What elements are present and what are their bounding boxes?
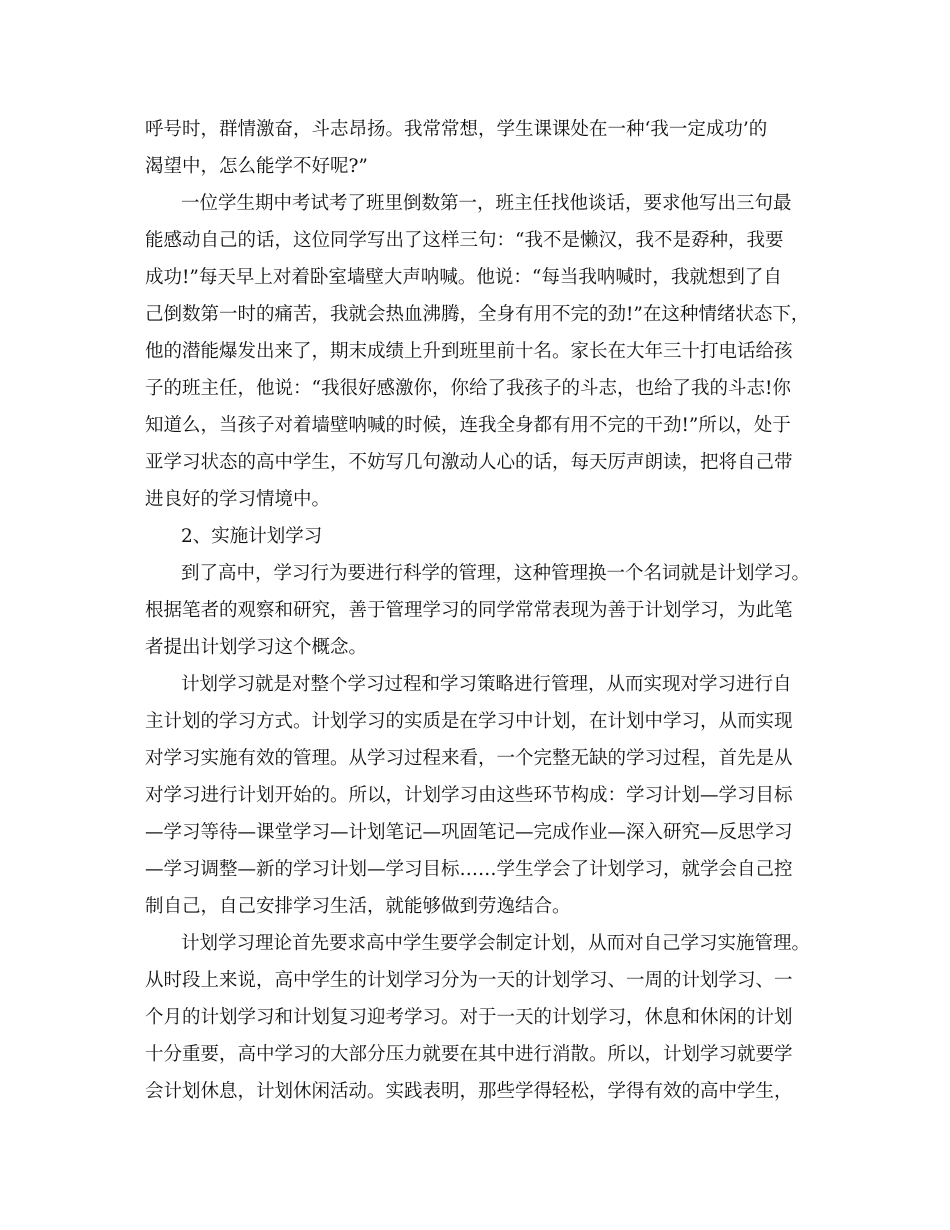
paragraph-start-line: 一位学生期中考试考了班里倒数第一，班主任找他谈话，要求他写出三句最 [181,193,792,214]
text-line: 己倒数第一时的痛苦，我就会热血沸腾，全身有用不完的劲!”在这种情绪状态下， [145,304,810,325]
text-line: 十分重要，高中学习的大部分压力就要在其中进行消散。所以，计划学习就要学 [145,1044,793,1065]
text-line: —学习等待—课堂学习—计划笔记—巩固笔记—完成作业—深入研究—反思学习 [145,822,793,843]
paragraph-start-line: 到了高中，学习行为要进行科学的管理，这种管理换一个名词就是计划学习。 [181,563,811,584]
paragraph-start-line: 计划学习理论首先要求高中学生要学会制定计划，从而对自己学习实施管理。 [181,933,811,954]
text-line: 会计划休息，计划休闲活动。实践表明，那些学得轻松，学得有效的高中学生， [145,1081,793,1102]
text-line: 进良好的学习情境中。 [145,489,331,510]
text-line: 渴望中，怎么能学不好呢?” [145,156,368,177]
text-line: 他的潜能爆发出来了，期末成绩上升到班里前十名。家长在大年三十打电话给孩 [145,341,793,362]
text-line: 知道么，当孩子对着墙壁呐喊的时候，连我全身都有用不完的干劲!”所以，处于 [145,415,791,436]
text-line: 从时段上来说，高中学生的计划学习分为一天的计划学习、一周的计划学习、一 [145,970,793,991]
section-heading: 2、实施计划学习 [181,526,323,547]
text-line: 者提出计划学习这个概念。 [145,637,368,658]
text-line: 呼号时，群情激奋，斗志昂扬。我常常想，学生课课处在一种‘我一定成功’的 [145,119,768,140]
text-line: 制自己，自己安排学习生活，就能够做到劳逸结合。 [145,896,571,917]
text-line: 对学习进行计划开始的。所以，计划学习由这些环节构成：学习计划—学习目标 [145,785,793,806]
text-line: 根据笔者的观察和研究，善于管理学习的同学常常表现为善于计划学习，为此笔 [145,600,793,621]
paragraph-start-line: 计划学习就是对整个学习过程和学习策略进行管理，从而实现对学习进行自 [181,674,792,695]
text-line: 主计划的学习方式。计划学习的实质是在学习中计划，在计划中学习，从而实现 [145,711,793,732]
text-line: 能感动自己的话，这位同学写出了这样三句：“我不是懒汉，我不是孬种，我要 [145,230,784,251]
text-line: 亚学习状态的高中学生，不妨写几句激动人心的话，每天厉声朗读，把将自己带 [145,452,793,473]
text-line: 成功!”每天早上对着卧室墙壁大声呐喊。他说：“每当我呐喊时，我就想到了自 [145,267,782,288]
text-line: —学习调整—新的学习计划—学习目标……学生学会了计划学习，就学会自己控 [145,859,793,880]
text-line: 子的班主任，他说：“我很好感激你，你给了我孩子的斗志，也给了我的斗志!你 [145,378,791,399]
text-line: 对学习实施有效的管理。从学习过程来看，一个完整无缺的学习过程，首先是从 [145,748,793,769]
text-line: 个月的计划学习和计划复习迎考学习。对于一天的计划学习，休息和休闲的计划 [145,1007,793,1028]
